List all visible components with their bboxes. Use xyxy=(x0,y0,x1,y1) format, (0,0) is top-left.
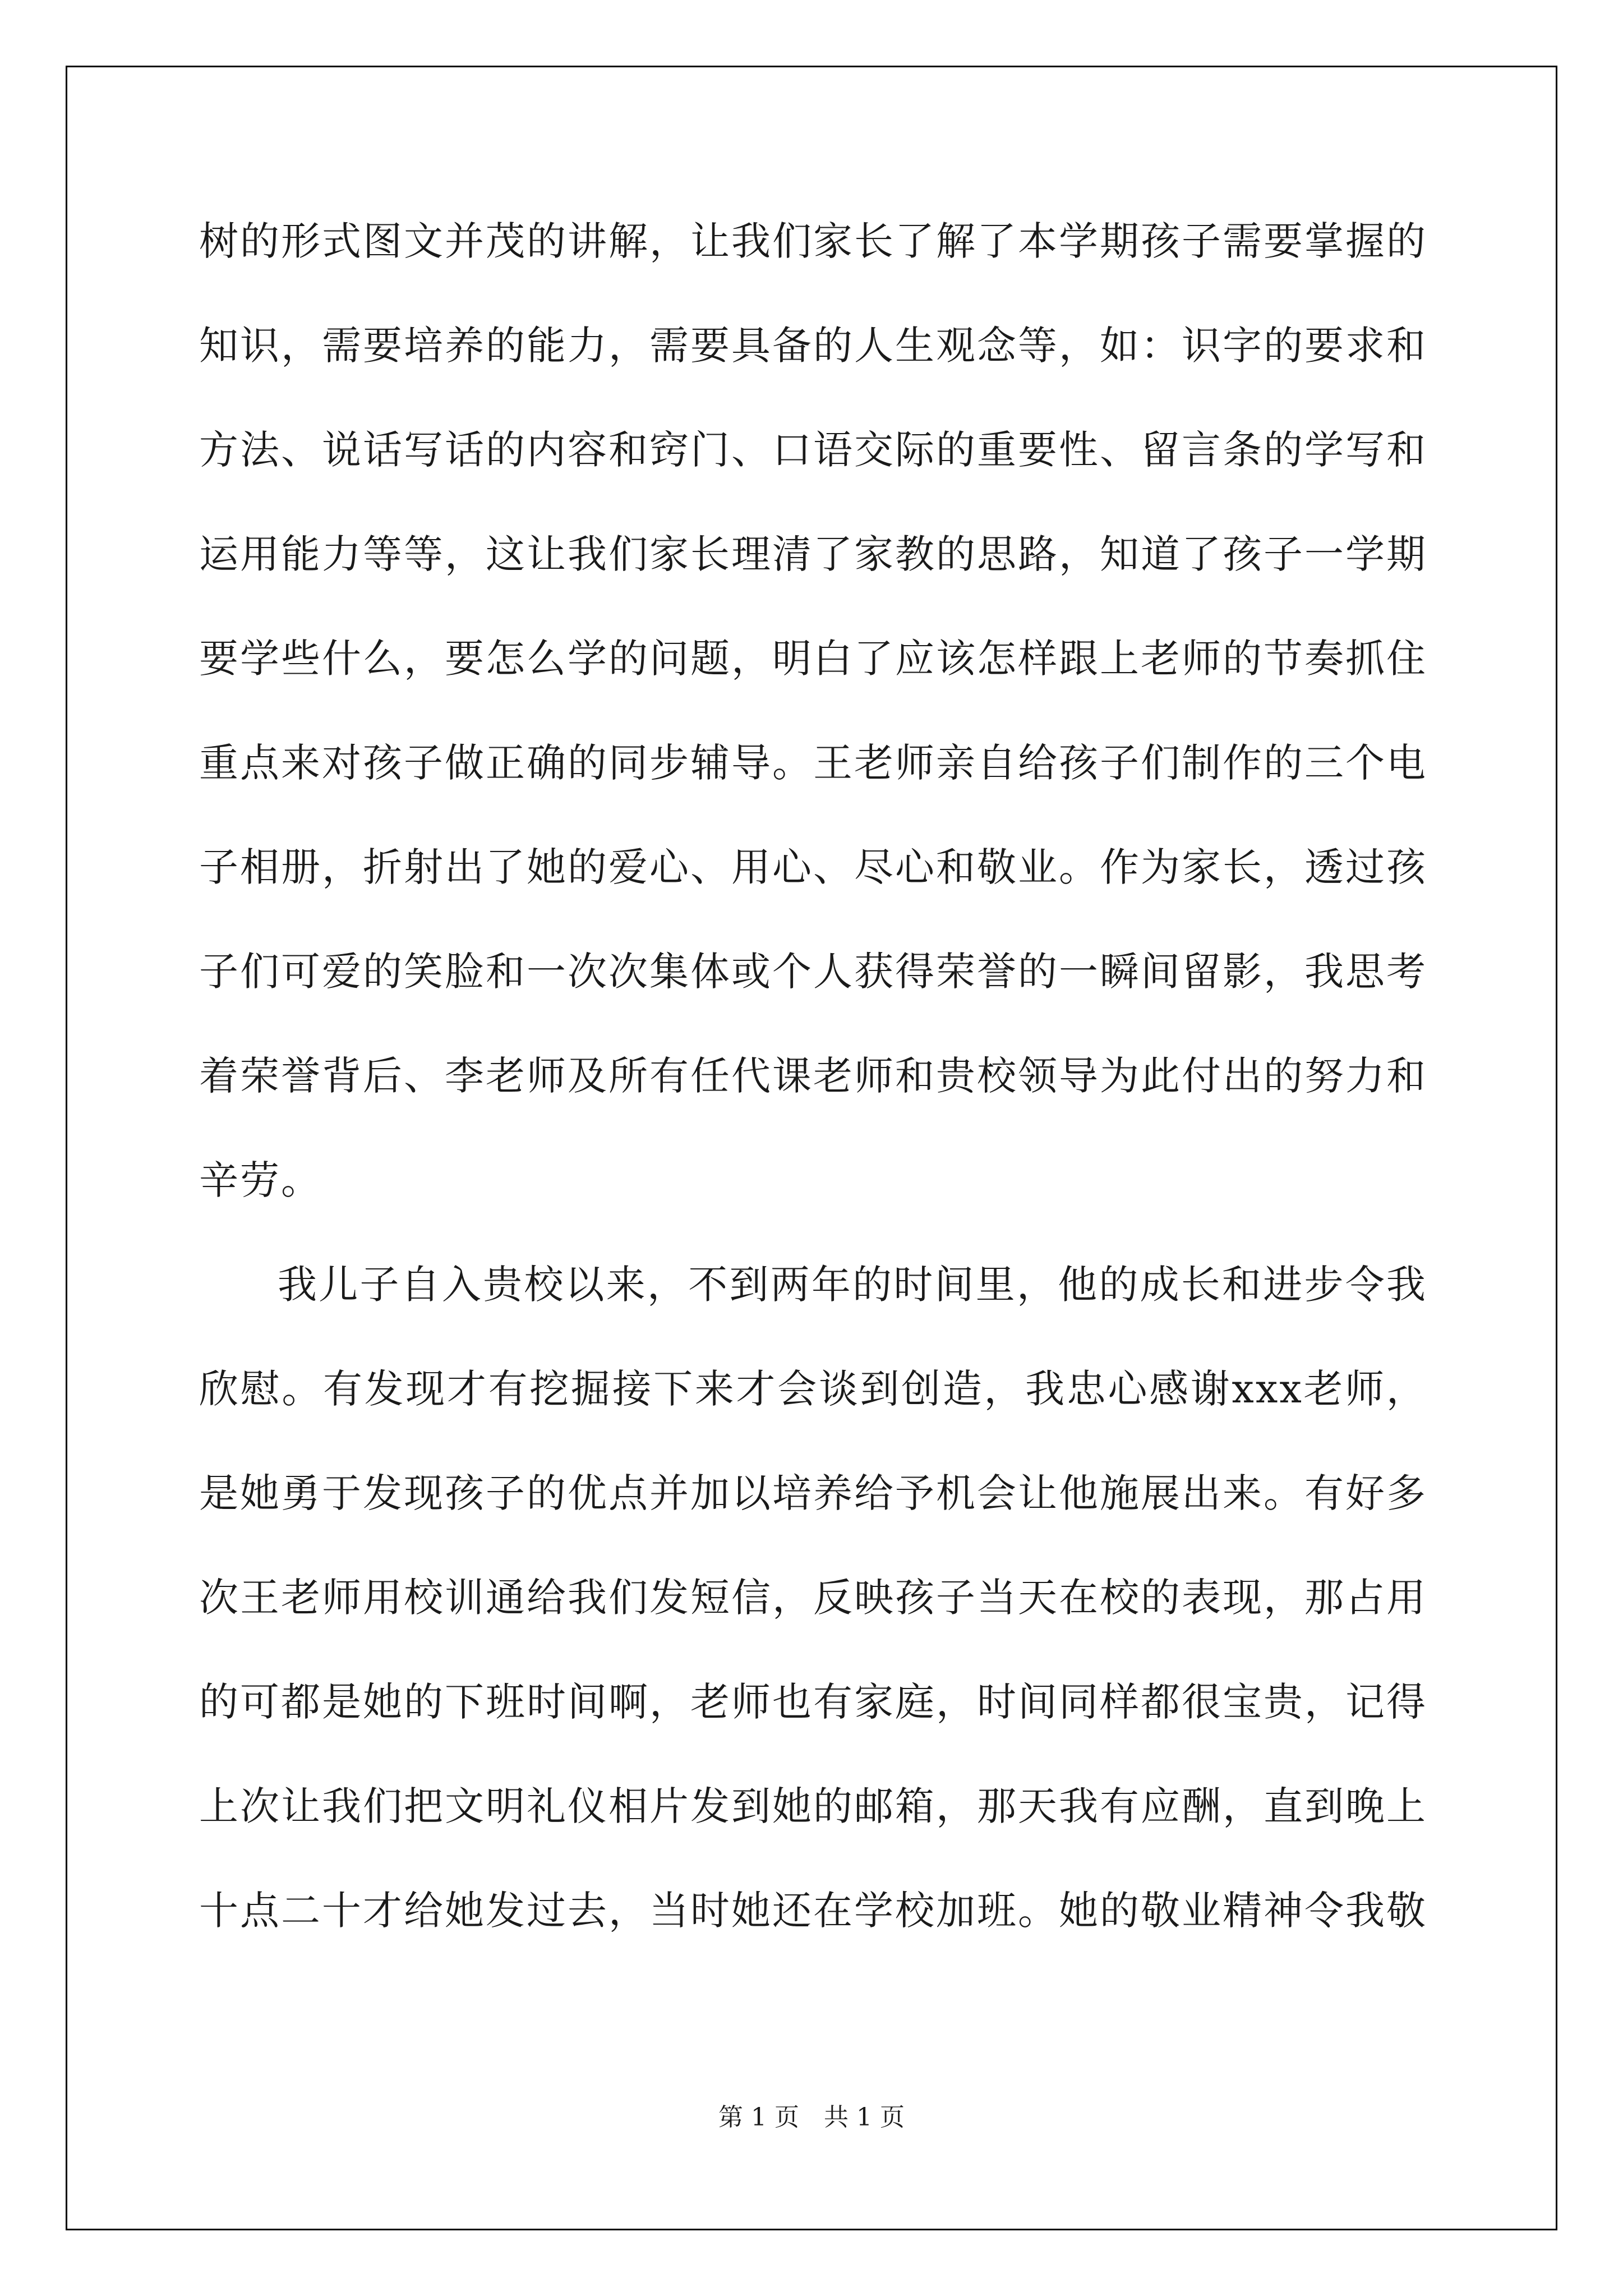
text-line: 十 点 二 十 才 给 她 发 过 去 ， 当 时 她 还 在 学 校 加 班 。 她 的 敬 业 精 神 令 我 敬 xyxy=(199,1888,1427,1934)
text-line: 次 王 老 师 用 校 训 通 给 我 们 发 短 信 ， 反 映 孩 子 当 天 在 校 的 表 现 ， 那 占 用 xyxy=(199,1575,1427,1621)
text-line: 重 点 来 对 孩 子 做 正 确 的 同 步 辅 导 。 王 老 师 亲 自 给 孩 子 们 制 作 的 三 个 电 xyxy=(199,740,1427,786)
text-line-paragraph-start: 我 儿 子 自 入 贵 校 以 来 ， 不 到 两 年 的 时 间 里 ， 他 的 成 长 和 进 步 令 我 xyxy=(278,1262,1427,1308)
text-line: 运 用 能 力 等 等 ， 这 让 我 们 家 长 理 清 了 家 教 的 思 路 ， 知 道 了 孩 子 一 学 期 xyxy=(199,531,1427,577)
document-body xyxy=(199,208,1427,1981)
text-line: 的 可 都 是 她 的 下 班 时 间 啊 ， 老 师 也 有 家 庭 ， 时 间 同 样 都 很 宝 贵 ， 记 得 xyxy=(199,1679,1427,1725)
page-number-total: 共 1 页 xyxy=(824,2103,905,2132)
text-line: 知 识 ， 需 要 培 养 的 能 力 ， 需 要 具 备 的 人 生 观 念 等 ， 如 ： 识 字 的 要 求 和 xyxy=(199,323,1427,369)
page-footer xyxy=(0,2101,1623,2134)
text-line: 上 次 让 我 们 把 文 明 礼 仪 相 片 发 到 她 的 邮 箱 ， 那 天 我 有 应 酬 ， 直 到 晚 上 xyxy=(199,1783,1427,1829)
text-line: 着 荣 誉 背 后 、 李 老 师 及 所 有 任 代 课 老 师 和 贵 校 领 导 为 此 付 出 的 努 力 和 xyxy=(199,1053,1427,1099)
text-line: 树 的 形 式 图 文 并 茂 的 讲 解 ， 让 我 们 家 长 了 解 了 本 学 期 孩 子 需 要 掌 握 的 xyxy=(199,218,1427,264)
text-line-paragraph-end: 辛劳。 xyxy=(199,1157,322,1203)
text-line: 欣 慰 。 有 发 现 才 有 挖 掘 接 下 来 才 会 谈 到 创 造 ， 我 忠 心 感 谢 xxx 老 师 ， xyxy=(199,1366,1427,1412)
text-line: 子 们 可 爱 的 笑 脸 和 一 次 次 集 体 或 个 人 获 得 荣 誉 的 一 瞬 间 留 影 ， 我 思 考 xyxy=(199,949,1427,995)
text-line: 子 相 册 ， 折 射 出 了 她 的 爱 心 、 用 心 、 尽 心 和 敬 业 。 作 为 家 长 ， 透 过 孩 xyxy=(199,844,1427,890)
text-line: 方 法 、 说 话 写 话 的 内 容 和 窍 门 、 口 语 交 际 的 重 要 性 、 留 言 条 的 学 写 和 xyxy=(199,427,1427,473)
text-line: 要 学 些 什 么 ， 要 怎 么 学 的 问 题 ， 明 白 了 应 该 怎 样 跟 上 老 师 的 节 奏 抓 住 xyxy=(199,636,1427,682)
text-line: 是 她 勇 于 发 现 孩 子 的 优 点 并 加 以 培 养 给 予 机 会 让 他 施 展 出 来 。 有 好 多 xyxy=(199,1470,1427,1516)
page-number-current: 第 1 页 xyxy=(718,2103,799,2132)
